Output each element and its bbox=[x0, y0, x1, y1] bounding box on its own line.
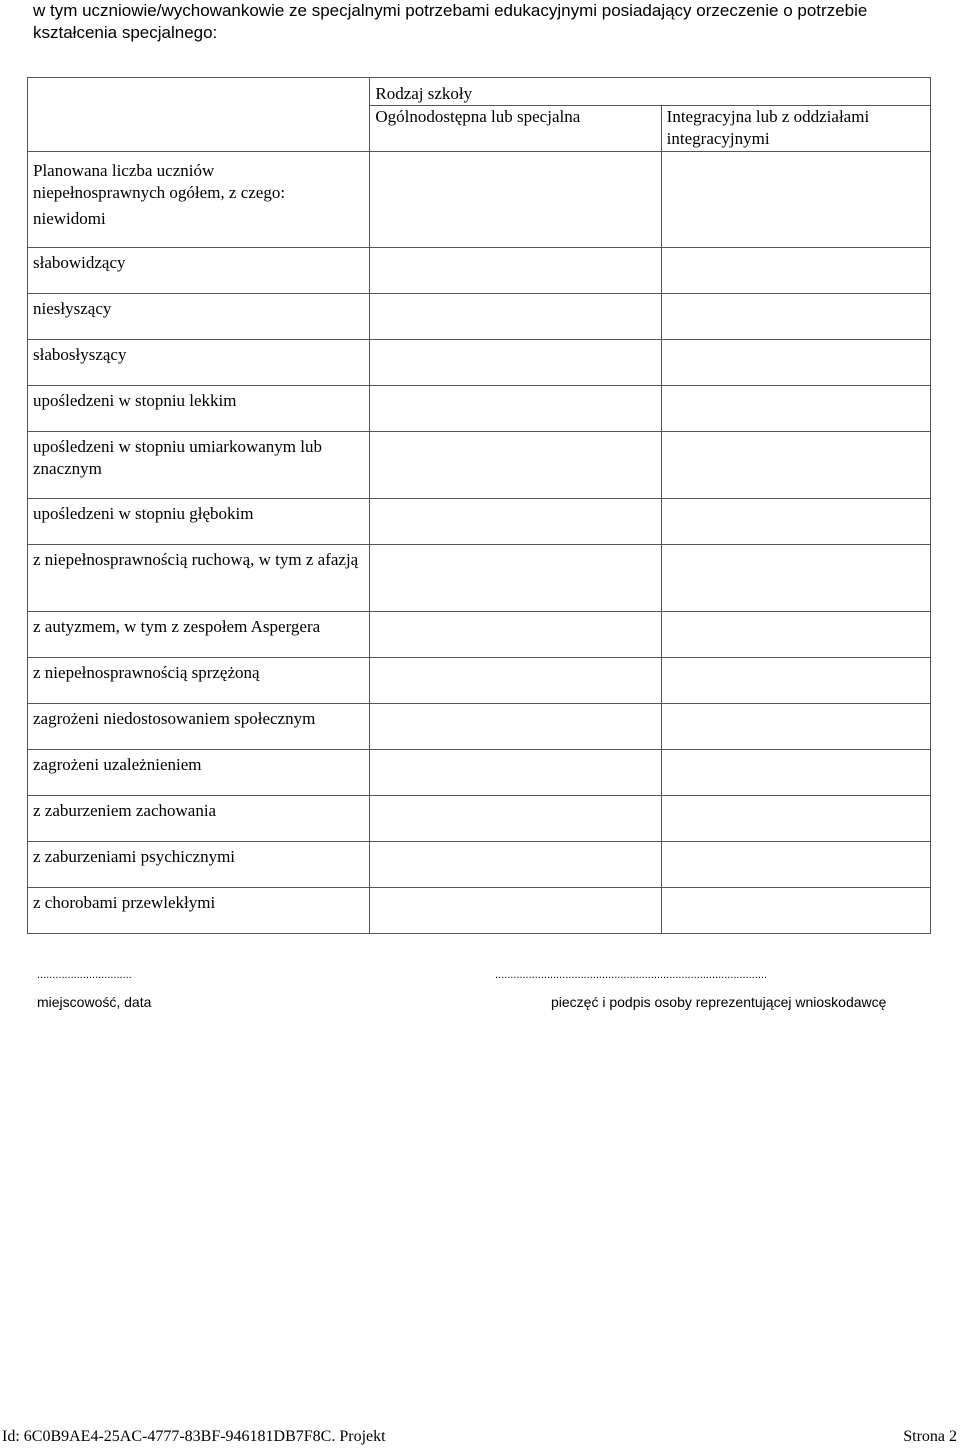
row-label-cell bbox=[28, 750, 370, 796]
page-number: Strona 2 bbox=[903, 1428, 957, 1445]
table-row bbox=[28, 386, 931, 432]
table-row bbox=[28, 545, 931, 612]
general-value-cell[interactable] bbox=[370, 888, 661, 934]
integration-value-cell[interactable] bbox=[661, 152, 930, 248]
integration-value-cell[interactable] bbox=[661, 545, 930, 612]
table-row bbox=[28, 612, 931, 658]
general-value-cell[interactable] bbox=[370, 499, 661, 545]
general-value-cell[interactable] bbox=[370, 248, 661, 294]
place-date-dots: ............................... bbox=[37, 969, 132, 981]
integration-value-cell[interactable] bbox=[661, 888, 930, 934]
intro-text bbox=[33, 0, 943, 44]
general-value-cell[interactable] bbox=[370, 612, 661, 658]
integration-value-cell[interactable] bbox=[661, 499, 930, 545]
row-label: z chorobami przewlekłymi bbox=[33, 893, 216, 912]
document-id: Id: 6C0B9AE4-25AC-4777-83BF-946181DB7F8C. Projekt bbox=[2, 1428, 386, 1445]
general-value-cell[interactable] bbox=[370, 386, 661, 432]
general-value-cell[interactable] bbox=[370, 432, 661, 499]
integration-value-cell[interactable] bbox=[661, 432, 930, 499]
signature-label: pieczęć i podpis osoby reprezentującej wnioskodawcę bbox=[551, 994, 887, 1010]
general-value-cell[interactable] bbox=[370, 750, 661, 796]
integration-value-cell[interactable] bbox=[661, 248, 930, 294]
integration-value-cell[interactable] bbox=[661, 842, 930, 888]
table-row bbox=[28, 499, 931, 545]
table-row bbox=[28, 294, 931, 340]
row-label-cell bbox=[28, 248, 370, 294]
integration-value-cell[interactable] bbox=[661, 750, 930, 796]
integration-value-cell[interactable] bbox=[661, 294, 930, 340]
general-value-cell[interactable] bbox=[370, 842, 661, 888]
table-row bbox=[28, 432, 931, 499]
row-label: słabosłyszący bbox=[33, 345, 127, 364]
row-label: upośledzeni w stopniu lekkim bbox=[33, 391, 237, 410]
row-label-cell bbox=[28, 796, 370, 842]
row-label: zagrożeni uzależnieniem bbox=[33, 755, 202, 774]
row-label: niesłyszący bbox=[33, 299, 112, 318]
intro-line-2: kształcenia specjalnego: bbox=[33, 23, 218, 42]
total-label-line-3: niewidomi bbox=[33, 209, 106, 228]
integration-value-cell[interactable] bbox=[661, 704, 930, 750]
row-label: upośledzeni w stopniu umiarkowanym lub znacznym bbox=[33, 437, 322, 478]
row-label-cell bbox=[28, 888, 370, 934]
header-empty-cell bbox=[28, 78, 370, 152]
total-label-line-2: niepełnosprawnych ogółem, z czego: bbox=[33, 183, 286, 202]
general-value-cell[interactable] bbox=[370, 704, 661, 750]
row-label: upośledzeni w stopniu głębokim bbox=[33, 504, 254, 523]
row-label: z zaburzeniami psychicznymi bbox=[33, 847, 236, 866]
row-label-cell bbox=[28, 842, 370, 888]
row-label-cell bbox=[28, 432, 370, 499]
general-value-cell[interactable] bbox=[370, 658, 661, 704]
general-value-cell[interactable] bbox=[370, 796, 661, 842]
table-row bbox=[28, 750, 931, 796]
row-label: z niepełnosprawnością ruchową, w tym z afazją bbox=[33, 550, 359, 569]
school-type-header bbox=[370, 78, 931, 106]
table-row bbox=[28, 888, 931, 934]
row-label-cell bbox=[28, 386, 370, 432]
col-general-label: Ogólnodostępna lub specjalna bbox=[375, 107, 581, 126]
table-row bbox=[28, 248, 931, 294]
integration-value-cell[interactable] bbox=[661, 340, 930, 386]
row-label-cell bbox=[28, 499, 370, 545]
intro-line-1: w tym uczniowie/wychowankowie ze specjalnymi potrzebami edukacyjnymi posiadający orzeczenie o potrzebie bbox=[33, 1, 868, 20]
signature-dots: ......................................................................................... bbox=[495, 969, 767, 981]
table-row bbox=[28, 704, 931, 750]
row-label-cell bbox=[28, 612, 370, 658]
integration-value-cell[interactable] bbox=[661, 612, 930, 658]
row-label: z autyzmem, w tym z zespołem Aspergera bbox=[33, 617, 321, 636]
col-integration-label-1: Integracyjna lub z oddziałami bbox=[666, 107, 870, 126]
row-label-cell bbox=[28, 340, 370, 386]
integration-value-cell[interactable] bbox=[661, 386, 930, 432]
general-value-cell[interactable] bbox=[370, 152, 661, 248]
row-label-cell bbox=[28, 294, 370, 340]
row-label: z niepełnosprawnością sprzężoną bbox=[33, 663, 260, 682]
integration-value-cell[interactable] bbox=[661, 658, 930, 704]
table-row bbox=[28, 340, 931, 386]
col-integration-header bbox=[661, 106, 930, 152]
total-label-line-1: Planowana liczba uczniów bbox=[33, 161, 215, 180]
general-value-cell[interactable] bbox=[370, 294, 661, 340]
place-date-block bbox=[37, 966, 151, 1011]
row-label-cell bbox=[28, 152, 370, 248]
general-value-cell[interactable] bbox=[370, 545, 661, 612]
row-label-cell bbox=[28, 704, 370, 750]
row-label: z zaburzeniem zachowania bbox=[33, 801, 217, 820]
table-row bbox=[28, 796, 931, 842]
row-label: zagrożeni niedostosowaniem społecznym bbox=[33, 709, 316, 728]
col-integration-label-2: integracyjnymi bbox=[666, 129, 770, 148]
row-label: słabowidzący bbox=[33, 253, 126, 272]
place-date-label: miejscowość, data bbox=[37, 994, 152, 1010]
table-row bbox=[28, 658, 931, 704]
row-label-cell bbox=[28, 545, 370, 612]
school-type-label: Rodzaj szkoły bbox=[375, 84, 473, 103]
table-row bbox=[28, 842, 931, 888]
integration-value-cell[interactable] bbox=[661, 796, 930, 842]
col-general-header bbox=[370, 106, 661, 152]
disability-table bbox=[27, 77, 931, 934]
row-label-cell bbox=[28, 658, 370, 704]
table-row-total bbox=[28, 152, 931, 248]
general-value-cell[interactable] bbox=[370, 340, 661, 386]
signature-block bbox=[495, 966, 886, 1011]
table-header-row bbox=[28, 78, 931, 106]
